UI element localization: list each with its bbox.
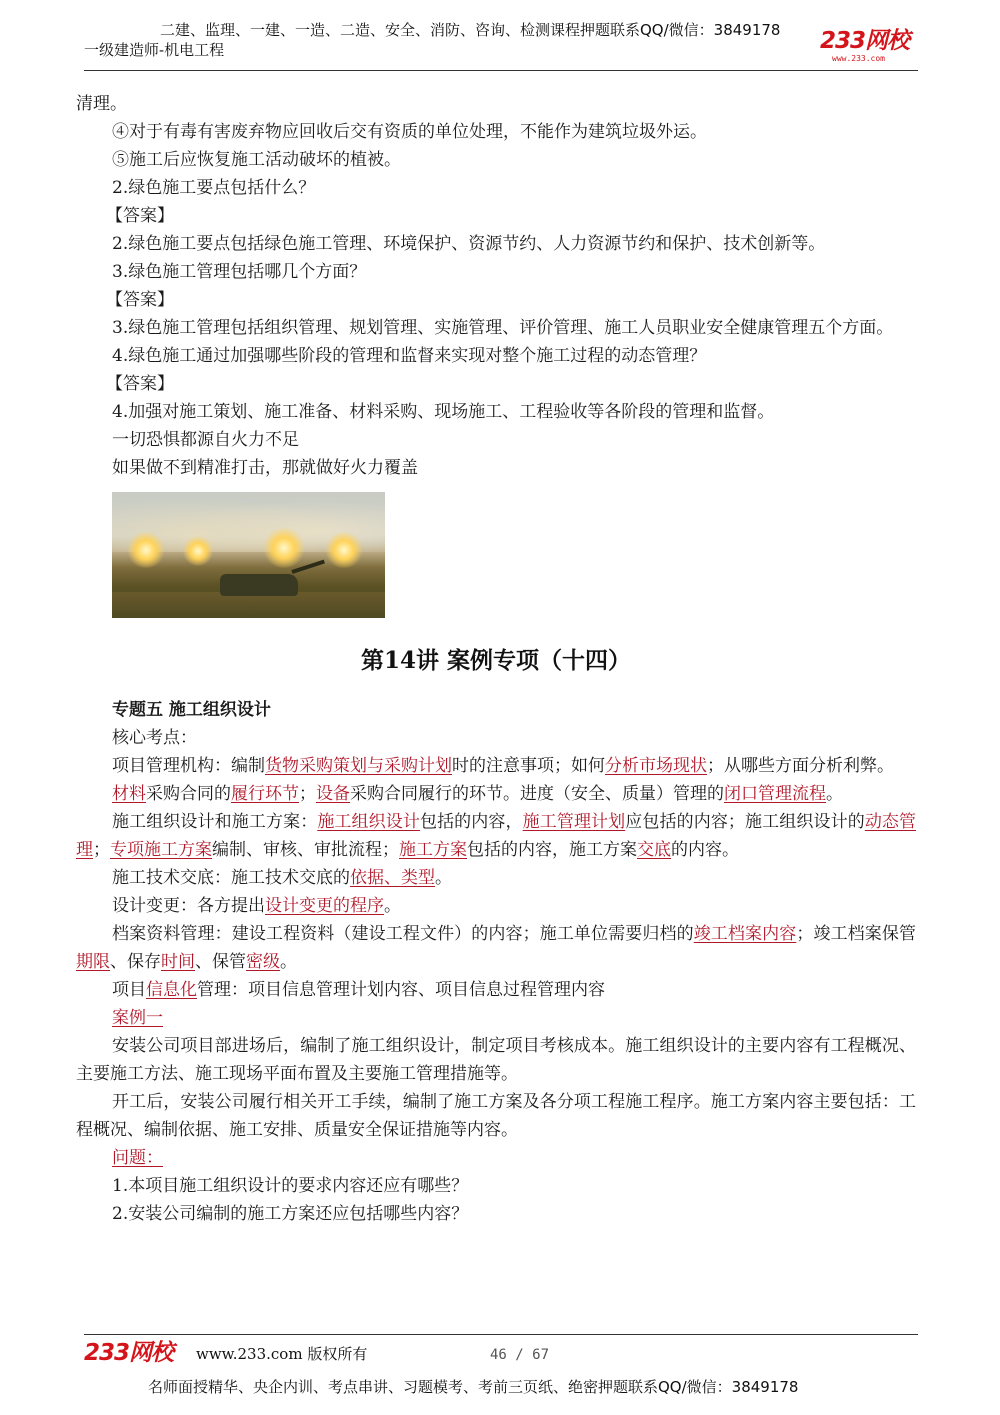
text-span: 应包括的内容；施工组织设计的	[625, 812, 865, 832]
text-span: ；	[299, 784, 316, 804]
question: 4.绿色施工通过加强哪些阶段的管理和监督来实现对整个施工过程的动态管理？	[112, 346, 707, 366]
photo-flash	[262, 528, 306, 568]
question: 2.绿色施工要点包括什么？	[112, 178, 316, 198]
question: 3.绿色施工管理包括哪几个方面？	[112, 262, 367, 282]
footer-logo: 233网校	[84, 1340, 174, 1366]
text-line: ⑤施工后应恢复施工活动破坏的植被。	[112, 150, 401, 170]
core-label: 核心考点：	[112, 728, 197, 748]
questions-title-text: 问题：	[112, 1148, 163, 1168]
text-line: 清理。	[76, 94, 127, 114]
key-term: 施工组织设计	[317, 812, 420, 832]
footer-divider	[84, 1334, 918, 1335]
header-divider	[84, 70, 918, 71]
text-line: ④对于有毒有害废弃物应回收后交有资质的单位处理，不能作为建筑垃圾外运。	[112, 122, 707, 142]
photo-flash	[182, 536, 214, 566]
case-title-text: 案例一	[112, 1008, 163, 1028]
text-span: 包括的内容，施工方案	[467, 840, 637, 860]
text-span: 项目	[112, 980, 146, 1000]
text-span: 施工组织设计和施工方案：	[112, 812, 318, 832]
slogan: 一切恐惧都源自火力不足	[112, 430, 299, 450]
key-term: 期限	[76, 952, 110, 972]
text-span: 时的注意事项；如何	[452, 756, 605, 776]
case-title	[76, 1004, 916, 1032]
core-point	[76, 752, 916, 780]
key-term: 履行环节	[231, 784, 299, 804]
core-point	[76, 976, 916, 1004]
key-term: 依据、类型	[350, 868, 435, 888]
text-span: 采购合同的	[146, 784, 231, 804]
key-term: 设备	[316, 784, 350, 804]
page-content	[76, 90, 916, 1228]
header-subtitle: 一级建造师-机电工程	[84, 41, 225, 59]
photo-flash	[126, 532, 166, 568]
text-span: 、保管	[195, 952, 246, 972]
text-span: 设计变更：各方提出	[112, 896, 265, 916]
text-span: 的内容。	[671, 840, 739, 860]
page-number: 46 / 67	[490, 1347, 550, 1363]
key-term: 专项施工方案	[110, 840, 212, 860]
key-term: 交底	[637, 840, 671, 860]
key-term: 时间	[161, 952, 195, 972]
text-span: 管理：项目信息管理计划内容、项目信息过程管理内容	[197, 980, 605, 1000]
core-point	[76, 808, 916, 864]
slogan: 如果做不到精准打击，那就做好火力覆盖	[112, 458, 418, 478]
logo-text: 233网校	[820, 28, 910, 54]
text-span: 、保存	[110, 952, 161, 972]
topic-title: 专题五 施工组织设计	[112, 700, 271, 720]
key-term: 分析市场现状	[605, 756, 707, 776]
text-span: 。	[826, 784, 843, 804]
key-term: 材料	[112, 784, 146, 804]
text-span: 档案资料管理：建设工程资料（建设工程文件）的内容；施工单位需要归档的	[112, 924, 694, 944]
questions-title	[76, 1144, 916, 1172]
answer-label: 【答案】	[106, 374, 174, 394]
header-promo: 二建、监理、一建、一造、二造、安全、消防、咨询、检测课程押题联系QQ/微信：3849178	[160, 21, 781, 39]
key-term: 动态管理	[76, 812, 917, 860]
key-term: 闭口管理流程	[724, 784, 826, 804]
answer: 3.绿色施工管理包括组织管理、规划管理、实施管理、评价管理、施工人员职业安全健康管理五个方面。	[112, 318, 894, 338]
key-term: 信息化	[146, 980, 197, 1000]
text-span: 包括的内容，	[419, 812, 523, 832]
footer-promo: 名师面授精华、央企内训、考点串讲、习题模考、考前三页纸、绝密押题联系QQ/微信：3849178	[148, 1378, 799, 1396]
case-paragraph: 开工后，安装公司履行相关开工手续，编制了施工方案及各分项工程施工程序。施工方案内容主要包括：工程概况、编制依据、施工安排、质量安全保证措施等内容。	[76, 1092, 916, 1140]
photo-flash	[324, 532, 364, 568]
brand-logo	[820, 28, 920, 66]
answer: 4.加强对施工策划、施工准备、材料采购、现场施工、工程验收等各阶段的管理和监督。	[112, 402, 775, 422]
logo-url: www.233.com	[832, 54, 885, 63]
photo-vehicle	[220, 574, 298, 596]
footer-copyright: www.233.com 版权所有	[196, 1345, 368, 1363]
key-term: 密级	[246, 952, 280, 972]
artillery-photo	[112, 492, 385, 618]
text-span: 。	[280, 952, 297, 972]
key-term: 货物采购策划与采购计划	[265, 756, 452, 776]
text-span: 编制、审核、审批流程；	[212, 840, 399, 860]
text-span: ；从哪些方面分析利弊。	[707, 756, 894, 776]
key-term: 施工管理计划	[522, 812, 626, 832]
text-span: 。	[384, 896, 401, 916]
answer-label: 【答案】	[106, 206, 174, 226]
key-term: 竣工档案内容	[693, 924, 797, 944]
core-point	[76, 864, 916, 892]
text-span: 。	[435, 868, 452, 888]
text-span: ；竣工档案保管	[796, 924, 917, 944]
answer-label: 【答案】	[106, 290, 174, 310]
answer: 2.绿色施工要点包括绿色施工管理、环境保护、资源节约、人力资源节约和保护、技术创新等。	[112, 234, 826, 254]
key-term: 设计变更的程序	[265, 896, 384, 916]
case-question: 1.本项目施工组织设计的要求内容还应有哪些？	[112, 1176, 469, 1196]
section-title: 第14讲 案例专项（十四）	[360, 647, 631, 674]
text-span: ；	[93, 840, 110, 860]
case-paragraph: 安装公司项目部进场后，编制了施工组织设计，制定项目考核成本。施工组织设计的主要内容有工程概况、主要施工方法、施工现场平面布置及主要施工管理措施等。	[76, 1036, 916, 1084]
core-point	[76, 892, 916, 920]
text-span: 项目管理机构：编制	[112, 756, 265, 776]
text-span: 施工技术交底：施工技术交底的	[112, 868, 350, 888]
key-term: 施工方案	[399, 840, 467, 860]
case-question: 2.安装公司编制的施工方案还应包括哪些内容？	[112, 1204, 469, 1224]
core-point	[76, 920, 916, 976]
core-point	[76, 780, 916, 808]
text-span: 采购合同履行的环节。进度（安全、质量）管理的	[350, 784, 724, 804]
